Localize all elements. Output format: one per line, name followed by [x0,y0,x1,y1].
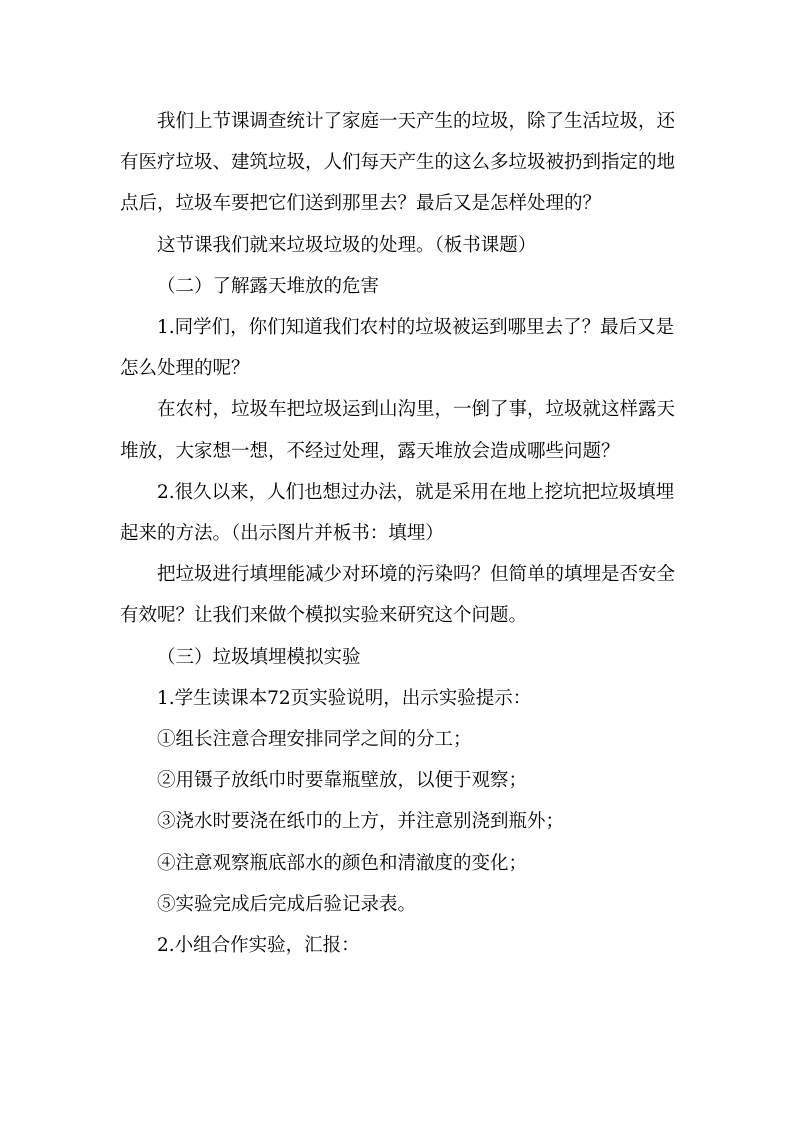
list-item-tip-1: ①组长注意合理安排同学之间的分工； [157,729,472,751]
paragraph-question-1: 1.同学们，你们知道我们农村的垃圾被运到哪里去了？最后又是怎么处理的呢？ [120,317,675,380]
list-item-tip-5: ⑤实验完成后完成后验记录表。 [157,893,417,915]
paragraph-landfill-question: 把垃圾进行填埋能减少对环境的污染吗？但简单的填埋是否安全有效呢？让我们来做个模拟实验来研究这个问题。 [120,564,676,627]
paragraph-landfill-method: 2.很久以来，人们也想过办法，就是采用在地上挖坑把垃圾填埋起来的方法。（出示图片并板书：填埋） [120,481,675,545]
paragraph-group-report: 2.小组合作实验，汇报： [157,935,360,957]
list-item-tip-4: ④注意观察瓶底部水的颜色和清澈度的变化； [157,852,528,874]
paragraph-read-textbook: 1.学生读课本72页实验说明，出示实验提示： [157,687,532,709]
section-heading-3: （三）垃圾填埋模拟实验 [157,646,361,668]
list-item-tip-2: ②用镊子放纸巾时要靠瓶壁放，以便于观察； [157,770,528,792]
list-item-tip-3: ③浇水时要浇在纸巾的上方，并注意别浇到瓶外； [157,811,565,833]
document-body [120,101,680,966]
paragraph-intro: 我们上节课调查统计了家庭一天产生的垃圾，除了生活垃圾，还有医疗垃圾、建筑垃圾，人们每天产生的这么多垃圾被扔到指定的地点后，垃圾车要把它们送到那里去？最后又是怎样处理的？ [120,111,676,215]
paragraph-lesson-topic: 这节课我们就来垃圾垃圾的处理。（板书课题） [157,234,537,256]
paragraph-rural-dumping: 在农村，垃圾车把垃圾运到山沟里，一倒了事，垃圾就这样露天堆放，大家想一想，不经过处理，露天堆放会造成哪些问题？ [120,399,676,462]
section-heading-2: （二）了解露天堆放的危害 [157,275,380,297]
